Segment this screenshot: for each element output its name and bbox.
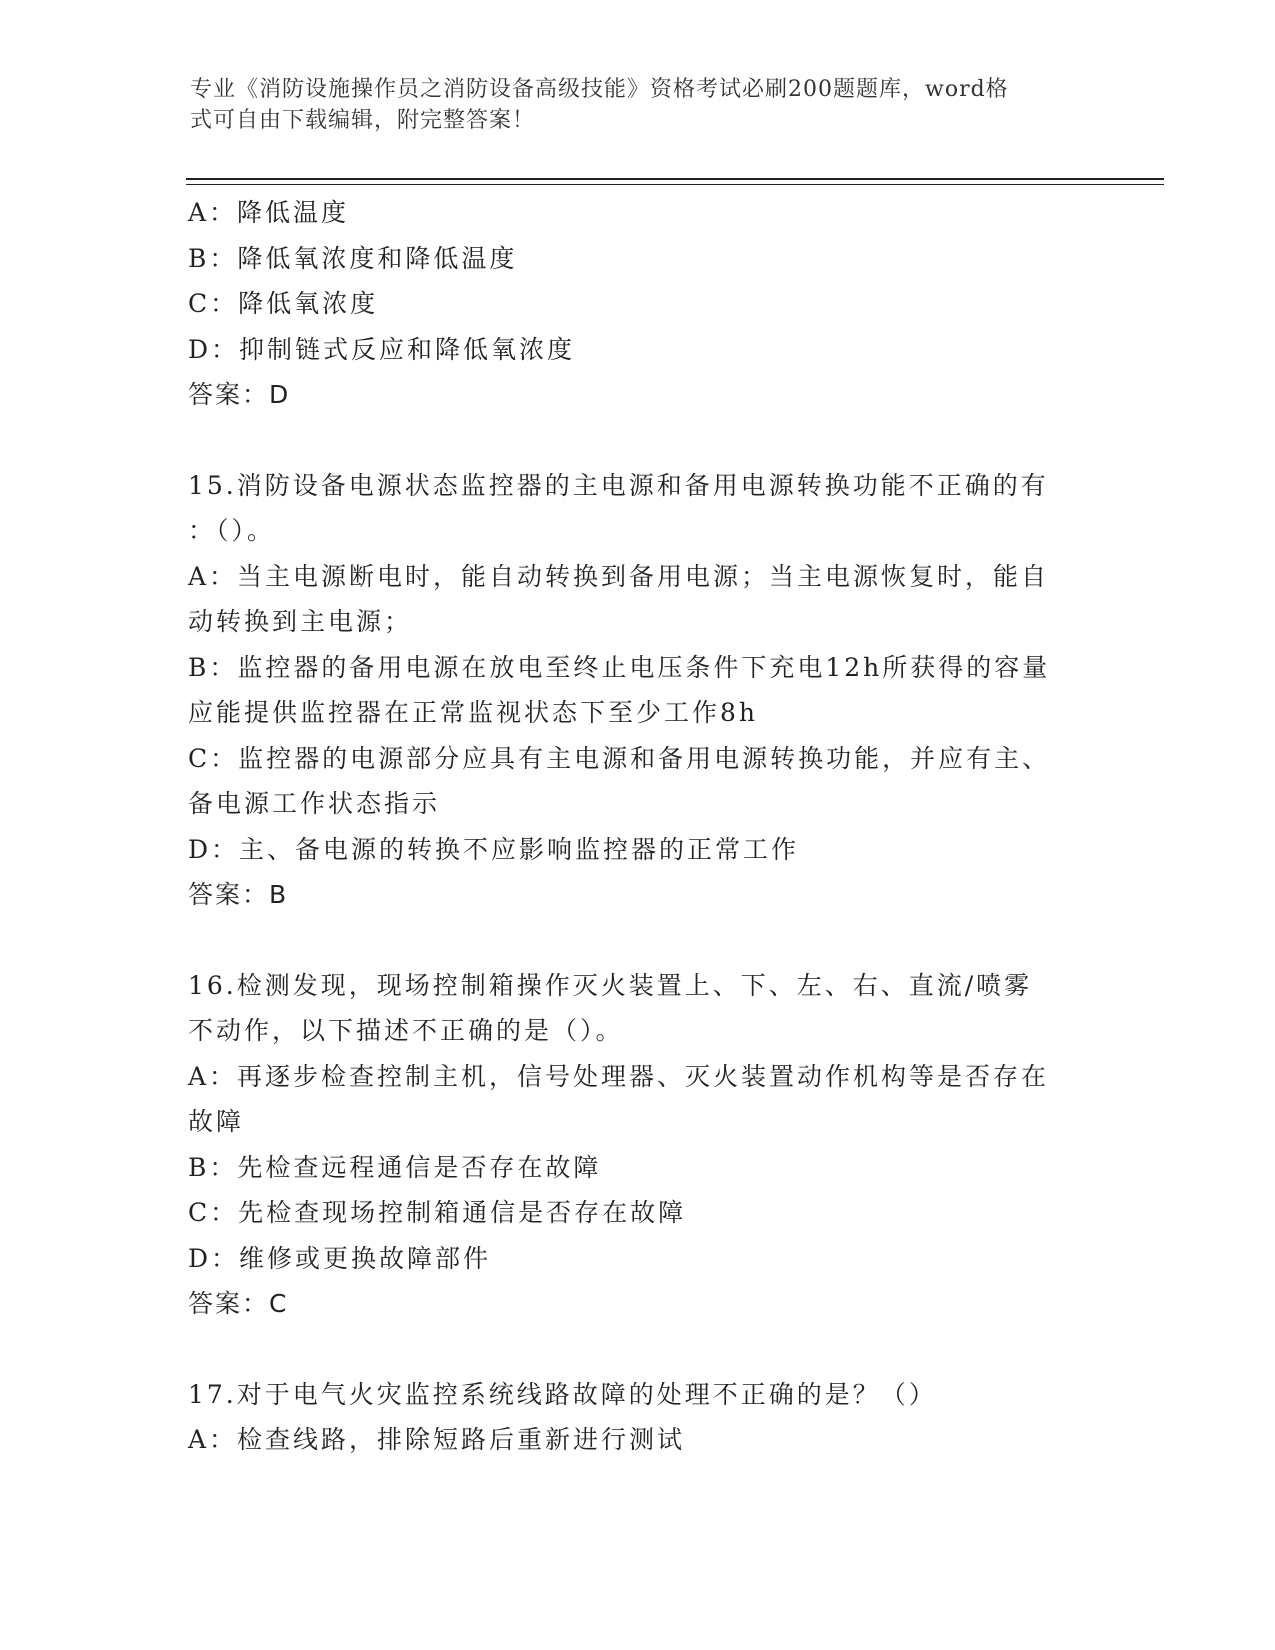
header-line-1: 专业《消防设施操作员之消防设备高级技能》资格考试必刷200题题库，word格 — [190, 77, 1009, 102]
q15-option-b-line-2: 应能提供监控器在正常监视状态下至少工作8h — [188, 698, 759, 727]
q15-option-a-line-2: 动转换到主电源； — [188, 607, 413, 636]
q15-option-b-line-1: B：监控器的备用电源在放电至终止电压条件下充电12h所获得的容量 — [188, 652, 1051, 682]
q14-answer: 答案：D — [188, 380, 291, 409]
q15-question-line-1: 15.消防设备电源状态监控器的主电源和备用电源转换功能不正确的有 — [188, 470, 1049, 500]
spacer — [188, 1327, 1088, 1372]
question-17-block — [188, 1372, 1088, 1463]
header-divider-thick — [186, 178, 1164, 180]
header-divider-thin — [186, 184, 1164, 185]
q15-question-line-2: ：（）。 — [188, 516, 276, 545]
q17-question: 17.对于电气火灾监控系统线路故障的处理不正确的是？（） — [188, 1379, 937, 1409]
q16-option-a-line-2: 故障 — [188, 1107, 245, 1136]
header-line-2: 式可自由下载编辑，附完整答案！ — [190, 108, 536, 133]
q16-question-line-2: 不动作，以下描述不正确的是（）。 — [188, 1016, 624, 1045]
spacer — [188, 918, 1088, 963]
q16-option-a-line-1: A：再逐步检查控制主机，信号处理器、灭火装置动作机构等是否存在 — [188, 1061, 1050, 1091]
q16-question-line-1: 16.检测发现，现场控制箱操作灭火装置上、下、左、右、直流/喷雾 — [188, 970, 1033, 1000]
question-16-block — [188, 963, 1088, 1327]
q17-option-a: A：检查线路，排除短路后重新进行测试 — [188, 1425, 686, 1454]
q14-option-d: D：抑制链式反应和降低氧浓度 — [188, 334, 576, 364]
document-header — [190, 74, 1080, 136]
q16-answer: 答案：C — [188, 1289, 289, 1318]
q16-option-b: B：先检查远程通信是否存在故障 — [188, 1152, 602, 1182]
q14-option-b: B：降低氧浓度和降低温度 — [188, 243, 518, 273]
question-14-block — [188, 190, 1088, 418]
q15-answer: 答案：B — [188, 880, 289, 909]
q14-option-c: C：降低氧浓度 — [188, 289, 379, 318]
q16-option-d: D：维修或更换故障部件 — [188, 1243, 492, 1273]
q15-option-d: D：主、备电源的转换不应影响监控器的正常工作 — [188, 834, 800, 864]
q15-option-a-line-1: A：当主电源断电时，能自动转换到备用电源；当主电源恢复时，能自 — [188, 561, 1050, 591]
question-content — [188, 190, 1088, 1463]
q14-option-a: A：降低温度 — [188, 198, 350, 227]
q15-option-c-line-2: 备电源工作状态指示 — [188, 789, 441, 818]
question-15-block — [188, 463, 1088, 918]
q16-option-c: C：先检查现场控制箱通信是否存在故障 — [188, 1198, 687, 1227]
spacer — [188, 418, 1088, 463]
q15-option-c-line-1: C：监控器的电源部分应具有主电源和备用电源转换功能，并应有主、 — [188, 743, 1051, 773]
